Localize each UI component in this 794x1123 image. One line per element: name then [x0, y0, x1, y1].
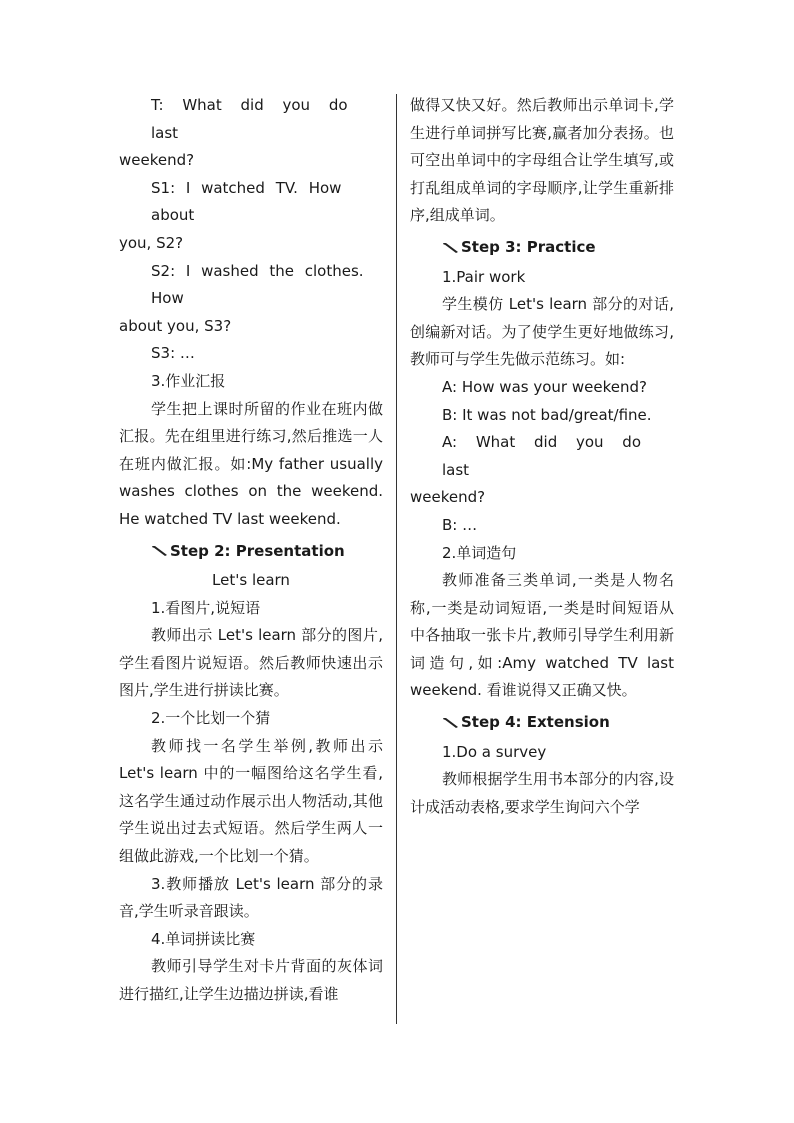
dialogue-line: weekend? — [410, 488, 486, 507]
dialogue-line: B: It was not bad/great/fine. — [442, 405, 652, 424]
section-heading: 1.Do a survey — [442, 742, 547, 761]
paragraph: 教师引导学生对卡片背面的灰体词进行描红,让学生边描边拼读,看谁 — [119, 957, 383, 1003]
dialogue-line: A: How was your weekend? — [442, 377, 647, 396]
step-heading: Step 4: Extension — [410, 709, 674, 737]
dialogue-line: about you, S3? — [119, 316, 232, 335]
subsection-title: Let's learn — [212, 571, 290, 590]
column-divider — [396, 94, 397, 1024]
pen-icon — [151, 544, 169, 558]
paragraph: 教师找一名学生举例,教师出示Let's learn 中的一幅图给这名学生看,这名学生通过动作展示出人物活动,其他学生说出过去式短语。然后学生两人一组做此游戏,一个比划一个猜。 — [119, 736, 383, 866]
dialogue-line: S3: … — [151, 344, 195, 363]
paragraph: 学生模仿 Let's learn 部分的对话,创编新对话。为了使学生更好地做练习,教师可与学生先做示范练习。如: — [410, 295, 674, 369]
pen-icon — [442, 241, 460, 255]
section-heading: 2.单词造句 — [442, 543, 517, 562]
dialogue-line: you, S2? — [119, 233, 184, 252]
step-heading: Step 2: Presentation — [119, 538, 383, 566]
section-heading: 2.一个比划一个猜 — [151, 709, 271, 728]
right-column — [410, 92, 674, 821]
section-heading: 4.单词拼读比赛 — [151, 929, 256, 948]
paragraph: 教师出示 Let's learn 部分的图片,学生看图片说短语。然后教师快速出示图片,学生进行拼读比赛。 — [119, 626, 383, 700]
paragraph: 教师根据学生用书本部分的内容,设计成活动表格,要求学生询问六个学 — [410, 770, 674, 816]
dialogue-line: weekend? — [119, 151, 195, 170]
section-heading: 1.Pair work — [442, 267, 526, 286]
dialogue-line: A: What did you do last — [442, 433, 642, 479]
left-column — [119, 92, 383, 1009]
section-heading: 3.作业汇报 — [151, 371, 226, 390]
step-heading: Step 3: Practice — [410, 234, 674, 262]
pen-icon — [442, 716, 460, 730]
dialogue-line: S2: I washed the clothes. How — [151, 261, 364, 308]
dialogue-line: B: … — [442, 515, 478, 534]
paragraph: 教师准备三类单词,一类是人物名称,一类是动词短语,一类是时间短语从中各抽取一张卡片,教师引导学生利用新词造句,如:Amy watched TV last weekend. 看谁说得又正确又快。 — [410, 571, 674, 700]
dialogue-line: T: What did you do last — [151, 96, 348, 142]
paragraph: 3.教师播放 Let's learn 部分的录音,学生听录音跟读。 — [119, 874, 383, 921]
paragraph: 学生把上课时所留的作业在班内做汇报。先在组里进行练习,然后推选一人在班内做汇报。如:My father usually washes clothes on the weekend. He watched TV last weekend. — [119, 399, 383, 528]
section-heading: 1.看图片,说短语 — [151, 598, 261, 617]
paragraph: 做得又快又好。然后教师出示单词卡,学生进行单词拼写比赛,赢者加分表扬。也可空出单词中的字母组合让学生填写,或打乱组成单词的字母顺序,让学生重新排序,组成单词。 — [410, 96, 674, 225]
dialogue-line: S1: I watched TV. How about — [151, 178, 342, 225]
